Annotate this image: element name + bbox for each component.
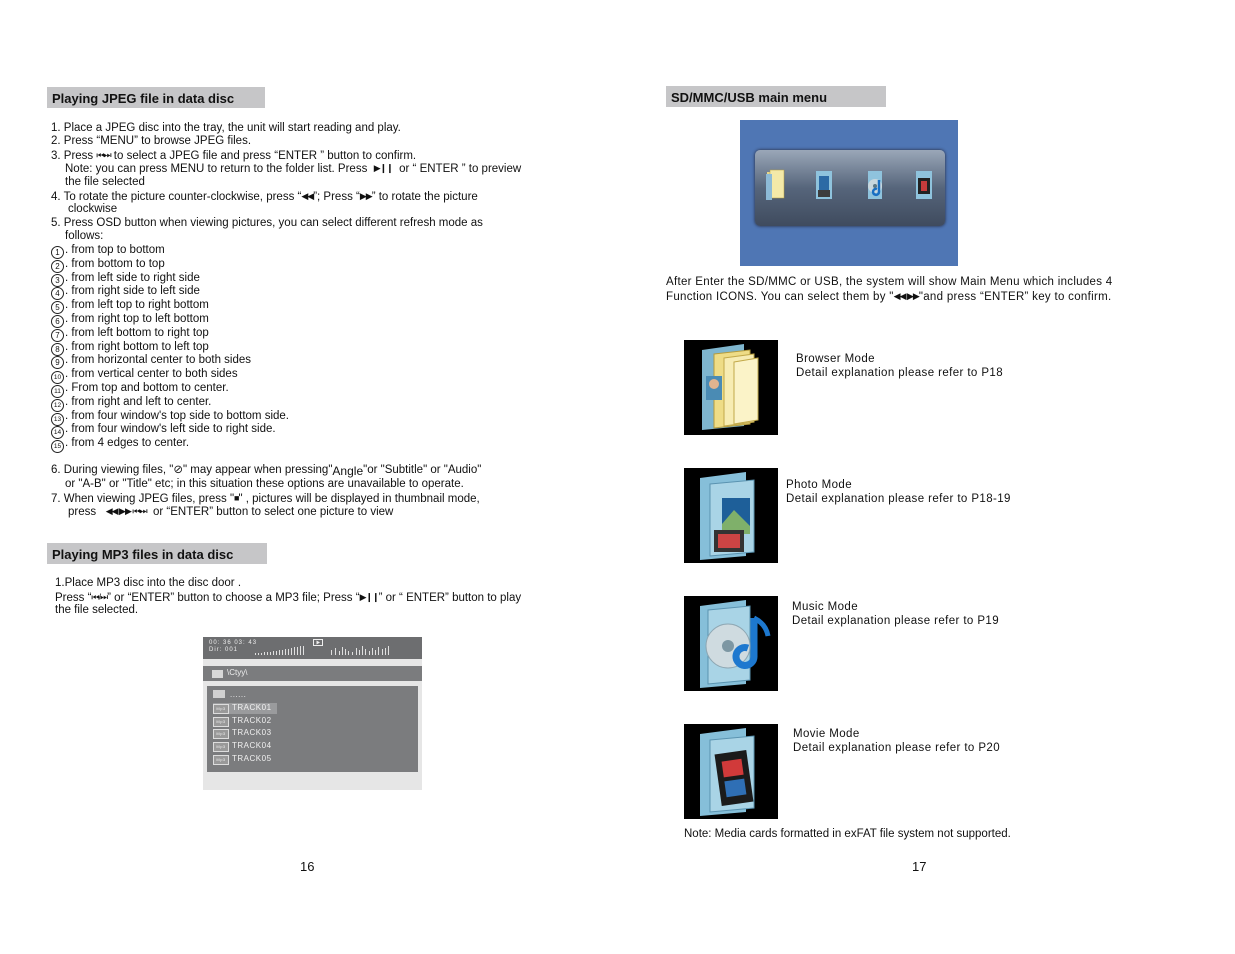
mp3-file-icon: Mp3 bbox=[213, 717, 229, 727]
mode-number: 1 bbox=[51, 246, 64, 259]
text: "or "Subtitle" or "Audio" bbox=[363, 464, 482, 476]
mode-description: Detail explanation please refer to P18-19 bbox=[786, 492, 1011, 505]
track-name: TRACK03 bbox=[232, 728, 272, 738]
menu-icon-bar bbox=[755, 150, 945, 226]
text: 4. To rotate the picture counter-clockwise, press “ bbox=[51, 191, 302, 203]
mode-number: 9 bbox=[51, 356, 64, 369]
refresh-mode-item bbox=[51, 437, 189, 453]
photo-icon bbox=[813, 168, 835, 202]
browser-mode-image bbox=[684, 340, 778, 435]
movie-mode-image bbox=[684, 724, 778, 819]
volume-level-icon bbox=[255, 646, 307, 655]
angle-label: Angle bbox=[332, 464, 364, 478]
jpeg-step-4-cont: clockwise bbox=[68, 203, 118, 215]
mode-text: . from vertical center to both sides bbox=[65, 368, 238, 381]
text: 6. During viewing files, " bbox=[51, 464, 174, 476]
fast-forward-icon: ▶▶ bbox=[359, 191, 372, 201]
mode-number: 12 bbox=[51, 399, 64, 412]
navigation-icons: ◀◀ ▶▶ ⏮⏭ bbox=[105, 506, 147, 516]
mp3-status-bar bbox=[203, 637, 422, 659]
track-item[interactable] bbox=[213, 716, 272, 727]
mode-text: . from four window's top side to bottom side. bbox=[65, 409, 289, 422]
text: to select a JPEG file and press “ENTER ” button to confirm. bbox=[113, 150, 417, 162]
mode-number: 8 bbox=[51, 343, 64, 356]
mp3-section-header: Playing MP3 files in data disc bbox=[47, 543, 267, 564]
mp3-screen bbox=[203, 637, 422, 790]
jpeg-section-header: Playing JPEG file in data disc bbox=[47, 87, 265, 108]
mp3-file-icon: Mp3 bbox=[213, 729, 229, 739]
mode-title: Music Mode bbox=[792, 601, 858, 613]
play-pause-icon: ▶❙❙ bbox=[373, 163, 393, 173]
mode-number: 5 bbox=[51, 301, 64, 314]
track-item[interactable] bbox=[213, 703, 277, 714]
photo-icon bbox=[684, 468, 778, 563]
mode-text: . from four window's left side to right side. bbox=[65, 423, 276, 436]
main-menu-screenshot bbox=[740, 120, 958, 266]
text: " , pictures will be displayed in thumbnail mode, bbox=[238, 493, 480, 505]
mp3-step-2-cont: the file selected. bbox=[55, 604, 139, 616]
folder-icon bbox=[213, 690, 225, 698]
playback-time: 00: 36 03: 43 bbox=[209, 640, 258, 646]
mp3-step-1: 1.Place MP3 disc into the disc door . bbox=[55, 577, 242, 589]
text: " may appear when pressing" bbox=[182, 464, 333, 476]
text: or “ ENTER ” to preview bbox=[399, 163, 522, 175]
mode-text: . from left top to right bottom bbox=[65, 299, 209, 312]
play-status-icon bbox=[313, 639, 323, 646]
refresh-mode-item bbox=[51, 313, 209, 328]
mode-text: . from bottom to top bbox=[65, 257, 165, 270]
prev-next-icon: ⏮/⏭ bbox=[91, 592, 108, 602]
track-item[interactable] bbox=[213, 728, 272, 739]
rewind-icon: ◀◀ bbox=[301, 191, 314, 201]
mode-number: 6 bbox=[51, 315, 64, 328]
mode-number: 10 bbox=[51, 371, 64, 384]
mode-number: 2 bbox=[51, 260, 64, 273]
parent-folder-item[interactable] bbox=[213, 690, 246, 701]
mp3-path-bar bbox=[203, 666, 422, 681]
mp3-file-list bbox=[207, 686, 418, 772]
track-item[interactable] bbox=[213, 741, 272, 752]
jpeg-step-5-cont: follows: bbox=[65, 230, 104, 242]
mode-text: . From top and bottom to center. bbox=[65, 382, 229, 394]
mp3-file-icon: Mp3 bbox=[213, 704, 229, 714]
text: Function ICONS. You can select them by " bbox=[666, 291, 894, 303]
page-number-right: 17 bbox=[912, 859, 927, 874]
intro-line-1: After Enter the SD/MMC or USB, the system will show Main Menu which includes 4 bbox=[666, 276, 1113, 288]
track-name: TRACK05 bbox=[232, 753, 272, 763]
mode-text: . from right top to left bottom bbox=[65, 313, 209, 325]
track-name: TRACK01 bbox=[232, 703, 272, 712]
refresh-mode-item bbox=[51, 272, 200, 287]
prev-next-icon: ⏮⏭ bbox=[96, 150, 111, 160]
track-name: TRACK04 bbox=[232, 741, 272, 751]
text: ” or “ ENTER” button to play bbox=[378, 592, 522, 604]
mode-title: Browser Mode bbox=[796, 353, 875, 365]
mode-title: Photo Mode bbox=[786, 479, 853, 491]
mode-text: . from 4 edges to center. bbox=[65, 437, 190, 450]
jpeg-step-5: 5. Press OSD button when viewing pictures, you can select different refresh mode as bbox=[51, 217, 483, 229]
browser-icon bbox=[765, 168, 787, 202]
mode-number: 3 bbox=[51, 274, 64, 287]
rewind-fastforward-icon: ◀◀ ▶▶ bbox=[893, 291, 919, 301]
text: press bbox=[68, 506, 97, 518]
text: ” to rotate the picture bbox=[371, 191, 478, 203]
parent-label: ...... bbox=[230, 690, 247, 699]
jpeg-step-1: 1. Place a JPEG disc into the tray, the unit will start reading and play. bbox=[51, 122, 401, 134]
mode-text: . from top to bottom bbox=[65, 244, 165, 256]
mode-text: . from left side to right side bbox=[65, 271, 200, 284]
mode-title: Movie Mode bbox=[793, 728, 860, 740]
refresh-mode-item bbox=[51, 327, 209, 342]
track-name: TRACK02 bbox=[232, 715, 272, 725]
text: ” or “ENTER” button to choose a MP3 file; Press “ bbox=[107, 592, 360, 604]
text: 3. Press bbox=[51, 150, 94, 162]
exfat-note: Note: Media cards formatted in exFAT file system not supported. bbox=[684, 828, 1011, 840]
mp3-file-icon: Mp3 bbox=[213, 742, 229, 752]
text: ”; Press “ bbox=[313, 191, 360, 203]
text: or “ENTER” button to select one picture to view bbox=[153, 506, 394, 518]
music-mode-image bbox=[684, 596, 778, 691]
jpeg-step-7-cont bbox=[68, 505, 393, 520]
refresh-mode-item bbox=[51, 285, 200, 300]
photo-mode-image bbox=[684, 468, 778, 563]
refresh-mode-item bbox=[51, 258, 165, 273]
mode-description: Detail explanation please refer to P19 bbox=[792, 614, 999, 627]
mode-number: 13 bbox=[51, 413, 64, 426]
page-number-left: 16 bbox=[300, 859, 315, 874]
mp3-file-icon: Mp3 bbox=[213, 755, 229, 765]
mode-number: 7 bbox=[51, 329, 64, 342]
refresh-mode-item bbox=[51, 244, 165, 259]
stop-icon: ■ bbox=[234, 493, 239, 503]
spectrum-icon bbox=[331, 646, 391, 655]
movie-icon bbox=[684, 724, 778, 819]
folder-icon bbox=[212, 670, 223, 678]
current-path: \Ctyy\ bbox=[227, 668, 248, 677]
mode-text: . from right bottom to left top bbox=[65, 340, 209, 353]
refresh-mode-item bbox=[51, 299, 209, 314]
jpeg-note bbox=[65, 162, 521, 177]
jpeg-step-6 bbox=[51, 464, 481, 479]
mode-number: 14 bbox=[51, 426, 64, 439]
text: Note: you can press MENU to return to the folder list. Press bbox=[65, 163, 368, 175]
refresh-mode-item bbox=[51, 341, 209, 356]
mode-description: Detail explanation please refer to P18 bbox=[796, 366, 1003, 379]
music-icon bbox=[865, 168, 887, 202]
text: 7. When viewing JPEG files, press " bbox=[51, 493, 235, 505]
mode-text: . from right side to left side bbox=[65, 285, 200, 298]
text: Press “ bbox=[55, 592, 92, 604]
mode-number: 15 bbox=[51, 440, 64, 453]
refresh-mode-item bbox=[51, 354, 251, 369]
movie-icon bbox=[913, 168, 935, 202]
jpeg-note-cont: the file selected bbox=[65, 176, 145, 188]
music-icon bbox=[684, 596, 778, 691]
directory-number: Dir: 001 bbox=[209, 647, 239, 653]
mode-text: . from left bottom to right top bbox=[65, 326, 209, 339]
forbidden-icon: ⊘ bbox=[173, 464, 183, 476]
browser-icon bbox=[684, 340, 778, 435]
jpeg-step-6-cont: or "A-B" or "Title" etc; in this situation these options are unavailable to operate. bbox=[65, 478, 464, 490]
intro-line-2 bbox=[666, 290, 1111, 305]
mode-description: Detail explanation please refer to P20 bbox=[793, 741, 1000, 754]
sd-menu-header: SD/MMC/USB main menu bbox=[666, 86, 886, 107]
play-pause-icon: ▶❙❙ bbox=[359, 592, 379, 602]
jpeg-step-2: 2. Press “MENU” to browse JPEG files. bbox=[51, 135, 252, 147]
mode-text: . from right and left to center. bbox=[65, 395, 212, 408]
track-item[interactable] bbox=[213, 754, 272, 765]
text: "and press “ENTER” key to confirm. bbox=[918, 291, 1112, 303]
mode-number: 11 bbox=[51, 385, 64, 398]
mode-number: 4 bbox=[51, 287, 64, 300]
mode-text: . from horizontal center to both sides bbox=[65, 354, 252, 367]
